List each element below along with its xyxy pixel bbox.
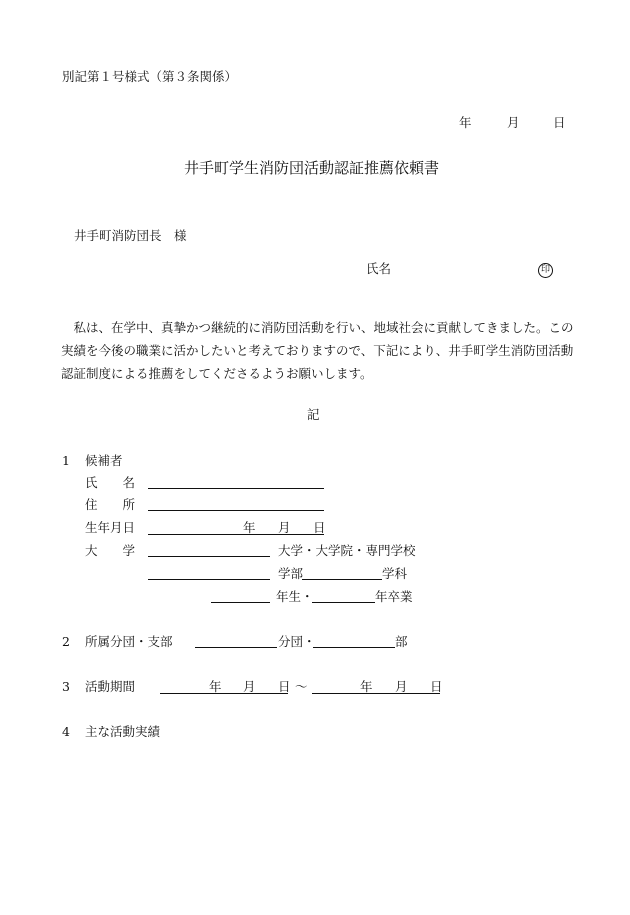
- section1-heading: 候補者: [85, 453, 123, 468]
- start-day-unit: 日: [278, 679, 291, 694]
- birth-day-unit: 日: [313, 520, 326, 535]
- section3-heading: 活動期間: [85, 679, 136, 694]
- start-month-unit: 月: [243, 679, 256, 694]
- end-month-unit: 月: [395, 679, 408, 694]
- section1-number: 1: [62, 453, 70, 468]
- date-day-label: 日: [553, 115, 566, 130]
- seal-icon: 印: [538, 263, 553, 278]
- date-month-label: 月: [507, 115, 520, 130]
- school-type-text: 大学・大学院・専門学校: [278, 543, 416, 558]
- candidate-name-field[interactable]: [148, 475, 324, 489]
- division-unit: 部: [395, 634, 408, 649]
- candidate-address-label: 住 所: [85, 497, 136, 512]
- section2-heading: 所属分団・支部: [85, 634, 173, 649]
- candidate-name-label: 氏 名: [85, 475, 136, 490]
- faculty-field[interactable]: [148, 566, 270, 580]
- activity-start-field[interactable]: [160, 679, 288, 694]
- section3-number: 3: [62, 679, 70, 694]
- department-unit: 学科: [382, 566, 408, 581]
- birthdate-field[interactable]: [148, 520, 324, 535]
- seal-mark: [538, 262, 553, 278]
- birth-month-unit: 月: [278, 520, 291, 535]
- form-number-label: 別記第１号様式（第３条関係）: [62, 69, 238, 84]
- department-field[interactable]: [302, 566, 382, 580]
- graduation-year-field[interactable]: [312, 589, 375, 603]
- faculty-unit: 学部: [278, 566, 304, 581]
- school-name-field[interactable]: [148, 543, 270, 557]
- applicant-name-label: 氏名: [366, 261, 392, 276]
- document-title: 井手町学生消防団活動認証推薦依頼書: [184, 159, 440, 177]
- birth-year-unit: 年: [243, 520, 256, 535]
- branch-field[interactable]: [195, 634, 277, 648]
- grade-field[interactable]: [211, 589, 270, 603]
- graduation-unit: 年卒業: [375, 589, 413, 604]
- candidate-address-field[interactable]: [148, 497, 324, 511]
- section4-number: 4: [62, 724, 70, 739]
- end-year-unit: 年: [360, 679, 373, 694]
- birthdate-label: 生年月日: [85, 520, 136, 535]
- section4-heading: 主な活動実績: [85, 724, 161, 739]
- school-label: 大 学: [85, 543, 136, 558]
- request-body-text: 私は、在学中、真摯かつ継続的に消防団活動を行い、地域社会に貢献してきました。この実績を今後の職業に活かしたいと考えておりますので、下記により、井手町学生消防団活動認証制度による推薦をしてくださるようお願いします。: [61, 320, 574, 381]
- addressee: 井手町消防団長 様: [74, 228, 187, 243]
- period-tilde: ～: [295, 679, 308, 694]
- ki-heading: 記: [307, 407, 320, 422]
- division-field[interactable]: [313, 634, 395, 648]
- date-year-label: 年: [459, 115, 472, 130]
- section2-number: 2: [62, 634, 70, 649]
- end-day-unit: 日: [430, 679, 443, 694]
- start-year-unit: 年: [209, 679, 222, 694]
- branch-unit: 分団・: [278, 634, 316, 649]
- grade-unit: 年生・: [276, 589, 314, 604]
- activity-end-field[interactable]: [312, 679, 440, 694]
